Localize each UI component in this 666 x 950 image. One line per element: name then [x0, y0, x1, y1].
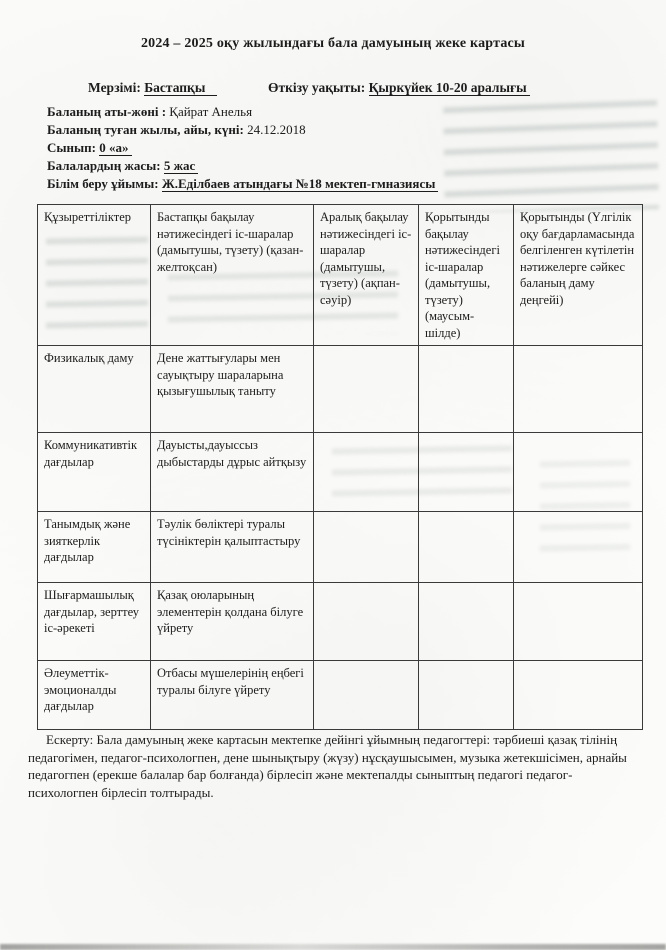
birth-date-value: 24.12.2018 [247, 122, 306, 137]
final-actions-cell [419, 433, 514, 512]
initial-actions-cell: Тәулік бөліктері туралы түсініктерін қалыптастыру [151, 512, 314, 583]
final-actions-cell [419, 512, 514, 583]
scan-shadow [0, 944, 666, 950]
period-label: Мерзімі: [88, 80, 141, 95]
competency-cell: Танымдық және зияткерлік дағдылар [38, 512, 151, 583]
age-label: Балалардың жасы: [47, 158, 161, 173]
column-header-interim-control: Аралық бақылау нәтижесіндегі іс-шаралар (дамытушы, түзету) (ақпан-сәуір) [314, 205, 419, 346]
child-name-label: Баланың аты-жөні : [47, 104, 167, 119]
birth-date-line [47, 121, 438, 139]
conclusion-cell [514, 346, 643, 433]
footnote: Ескерту: Бала дамуының жеке картасын мектепке дейінгі ұйымның педагогтері: тәрбиеші қазақ тілінің педагогімен, педагог-психологпен, дене шынықтыру (жүзу) нұсқаушысымен, музыка жетекшісімен, арнайы педагогпен (ерекше балалар бар болғанда) бірлесіп және мектепалды сыныптың педагогі педагог-психологпен бірлесіп толтырады. [28, 732, 627, 800]
birth-date-label: Баланың туған жылы, айы, күні: [47, 122, 244, 137]
final-actions-cell [419, 661, 514, 730]
competency-cell: Әлеуметтік-эмоционалды дағдылар [38, 661, 151, 730]
child-info-block [47, 103, 438, 193]
class-value: 0 «а» [99, 140, 131, 156]
child-name-value: Қайрат Анелья [169, 104, 253, 119]
conduct-time-value: Қыркүйек 10-20 аралығы [369, 80, 530, 96]
interim-actions-cell [314, 583, 419, 661]
class-label: Сынып: [47, 140, 96, 155]
table-header-row [38, 205, 643, 346]
organization-line [47, 175, 438, 193]
table-row [38, 433, 643, 512]
conduct-time-label: Өткізу уақыты: [268, 80, 366, 95]
initial-actions-cell: Отбасы мүшелерінің еңбегі туралы білуге үйрету [151, 661, 314, 730]
table-row [38, 583, 643, 661]
interim-actions-cell [314, 433, 419, 512]
period-value: Бастапқы [144, 80, 217, 96]
development-card-table [37, 204, 643, 730]
interim-actions-cell [314, 512, 419, 583]
initial-actions-cell: Қазақ оюларының элементерін қолдана білуге үйрету [151, 583, 314, 661]
table-row [38, 512, 643, 583]
column-header-initial-control: Бастапқы бақылау нәтижесіндегі іс-шаралар (дамытушы, түзету) (қазан-желтоқсан) [151, 205, 314, 346]
conclusion-cell [514, 512, 643, 583]
age-value: 5 жас [164, 158, 198, 174]
bleed-through-artifact [443, 97, 659, 213]
class-line [47, 139, 438, 157]
conclusion-cell [514, 583, 643, 661]
conduct-time-line [268, 80, 530, 96]
competency-cell: Физикалық даму [38, 346, 151, 433]
final-actions-cell [419, 583, 514, 661]
organization-value: Ж.Еділбаев атындағы №18 мектеп-гмназиясы [162, 176, 439, 192]
table-row [38, 346, 643, 433]
period-line [88, 80, 217, 96]
interim-actions-cell [314, 661, 419, 730]
final-actions-cell [419, 346, 514, 433]
column-header-conclusion: Қорытынды (Үлгілік оқу бағдарламасында белгіленген күтілетін нәтижелерге сәйкес баланың даму деңгейі) [514, 205, 643, 346]
interim-actions-cell [314, 346, 419, 433]
age-line [47, 157, 438, 175]
column-header-final-control: Қорытынды бақылау нәтижесіндегі іс-шаралар (дамытушы, түзету) (маусым-шілде) [419, 205, 514, 346]
column-header-competencies: Құзыреттіліктер [38, 205, 151, 346]
document-title: 2024 – 2025 оқу жылындағы бала дамуының жеке картасы [140, 36, 526, 51]
competency-cell: Шығармашылық дағдылар, зерттеу іс-әрекеті [38, 583, 151, 661]
competency-cell: Коммуникативтік дағдылар [38, 433, 151, 512]
initial-actions-cell: Дене жаттығулары мен сауықтыру шараларына қызығушылық таныту [151, 346, 314, 433]
initial-actions-cell: Дауысты,дауыссыз дыбыстарды дұрыс айтқызу [151, 433, 314, 512]
conclusion-cell [514, 433, 643, 512]
child-name-line [47, 103, 438, 121]
organization-label: Білім беру ұйымы: [47, 176, 159, 191]
conclusion-cell [514, 661, 643, 730]
table-row [38, 661, 643, 730]
